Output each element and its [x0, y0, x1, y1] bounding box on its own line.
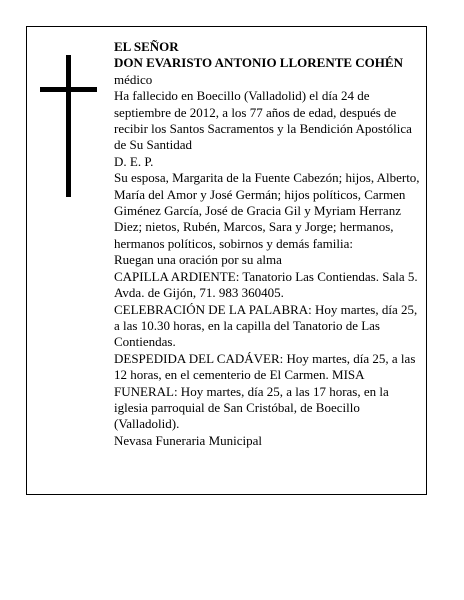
- prayer-request: Ruegan una oración por su alma: [114, 252, 282, 268]
- farewell-info: DESPEDIDA DEL CADÁVER: Hoy martes, día 25, a las 12 horas, en el cementerio de El Carmen. MISA FUNERAL: Hoy martes, día 25, a las 17 horas, en la iglesia parroquial de San Cristóbal, de Boecillo (Valladolid).: [114, 350, 416, 432]
- chapel-info: CAPILLA ARDIENTE: Tanatorio Las Contiendas. Sala 5. Avda. de Gijón, 71. 983 360405.: [114, 268, 418, 301]
- profession: médico: [114, 71, 153, 87]
- cross-icon: [66, 55, 71, 197]
- family-list: Su esposa, Margarita de la Fuente Cabezón; hijos, Alberto, María del Amor y José Germán; hijos políticos, Carmen Giménez García, José de Gracia Gil y Myriam Herranz Diez; nietos, Rubén, Marcos, Sara y Jorge; hermanos, hermanos políticos, sobirnos y demás familia:: [114, 170, 420, 251]
- celebration-info: CELEBRACIÓN DE LA PALABRA: Hoy martes, día 25, a las 10.30 horas, en la capilla del Tanatorio de Las Contiendas.: [114, 301, 418, 350]
- obituary-text: [114, 39, 424, 449]
- cross-icon-bar: [40, 87, 97, 92]
- funeral-home: Nevasa Funeraria Municipal: [114, 432, 263, 448]
- passing-notice: Ha fallecido en Boecillo (Valladolid) el día 24 de septiembre de 2012, a los 77 años de edad, después de recibir los Santos Sacramentos y la Bendición Apostólica de Su Santidad: [114, 88, 412, 153]
- header-title: EL SEÑOR: [114, 39, 179, 54]
- deceased-name: DON EVARISTO ANTONIO LLORENTE COHÉN: [114, 55, 403, 71]
- dep-line: D. E. P.: [114, 153, 154, 169]
